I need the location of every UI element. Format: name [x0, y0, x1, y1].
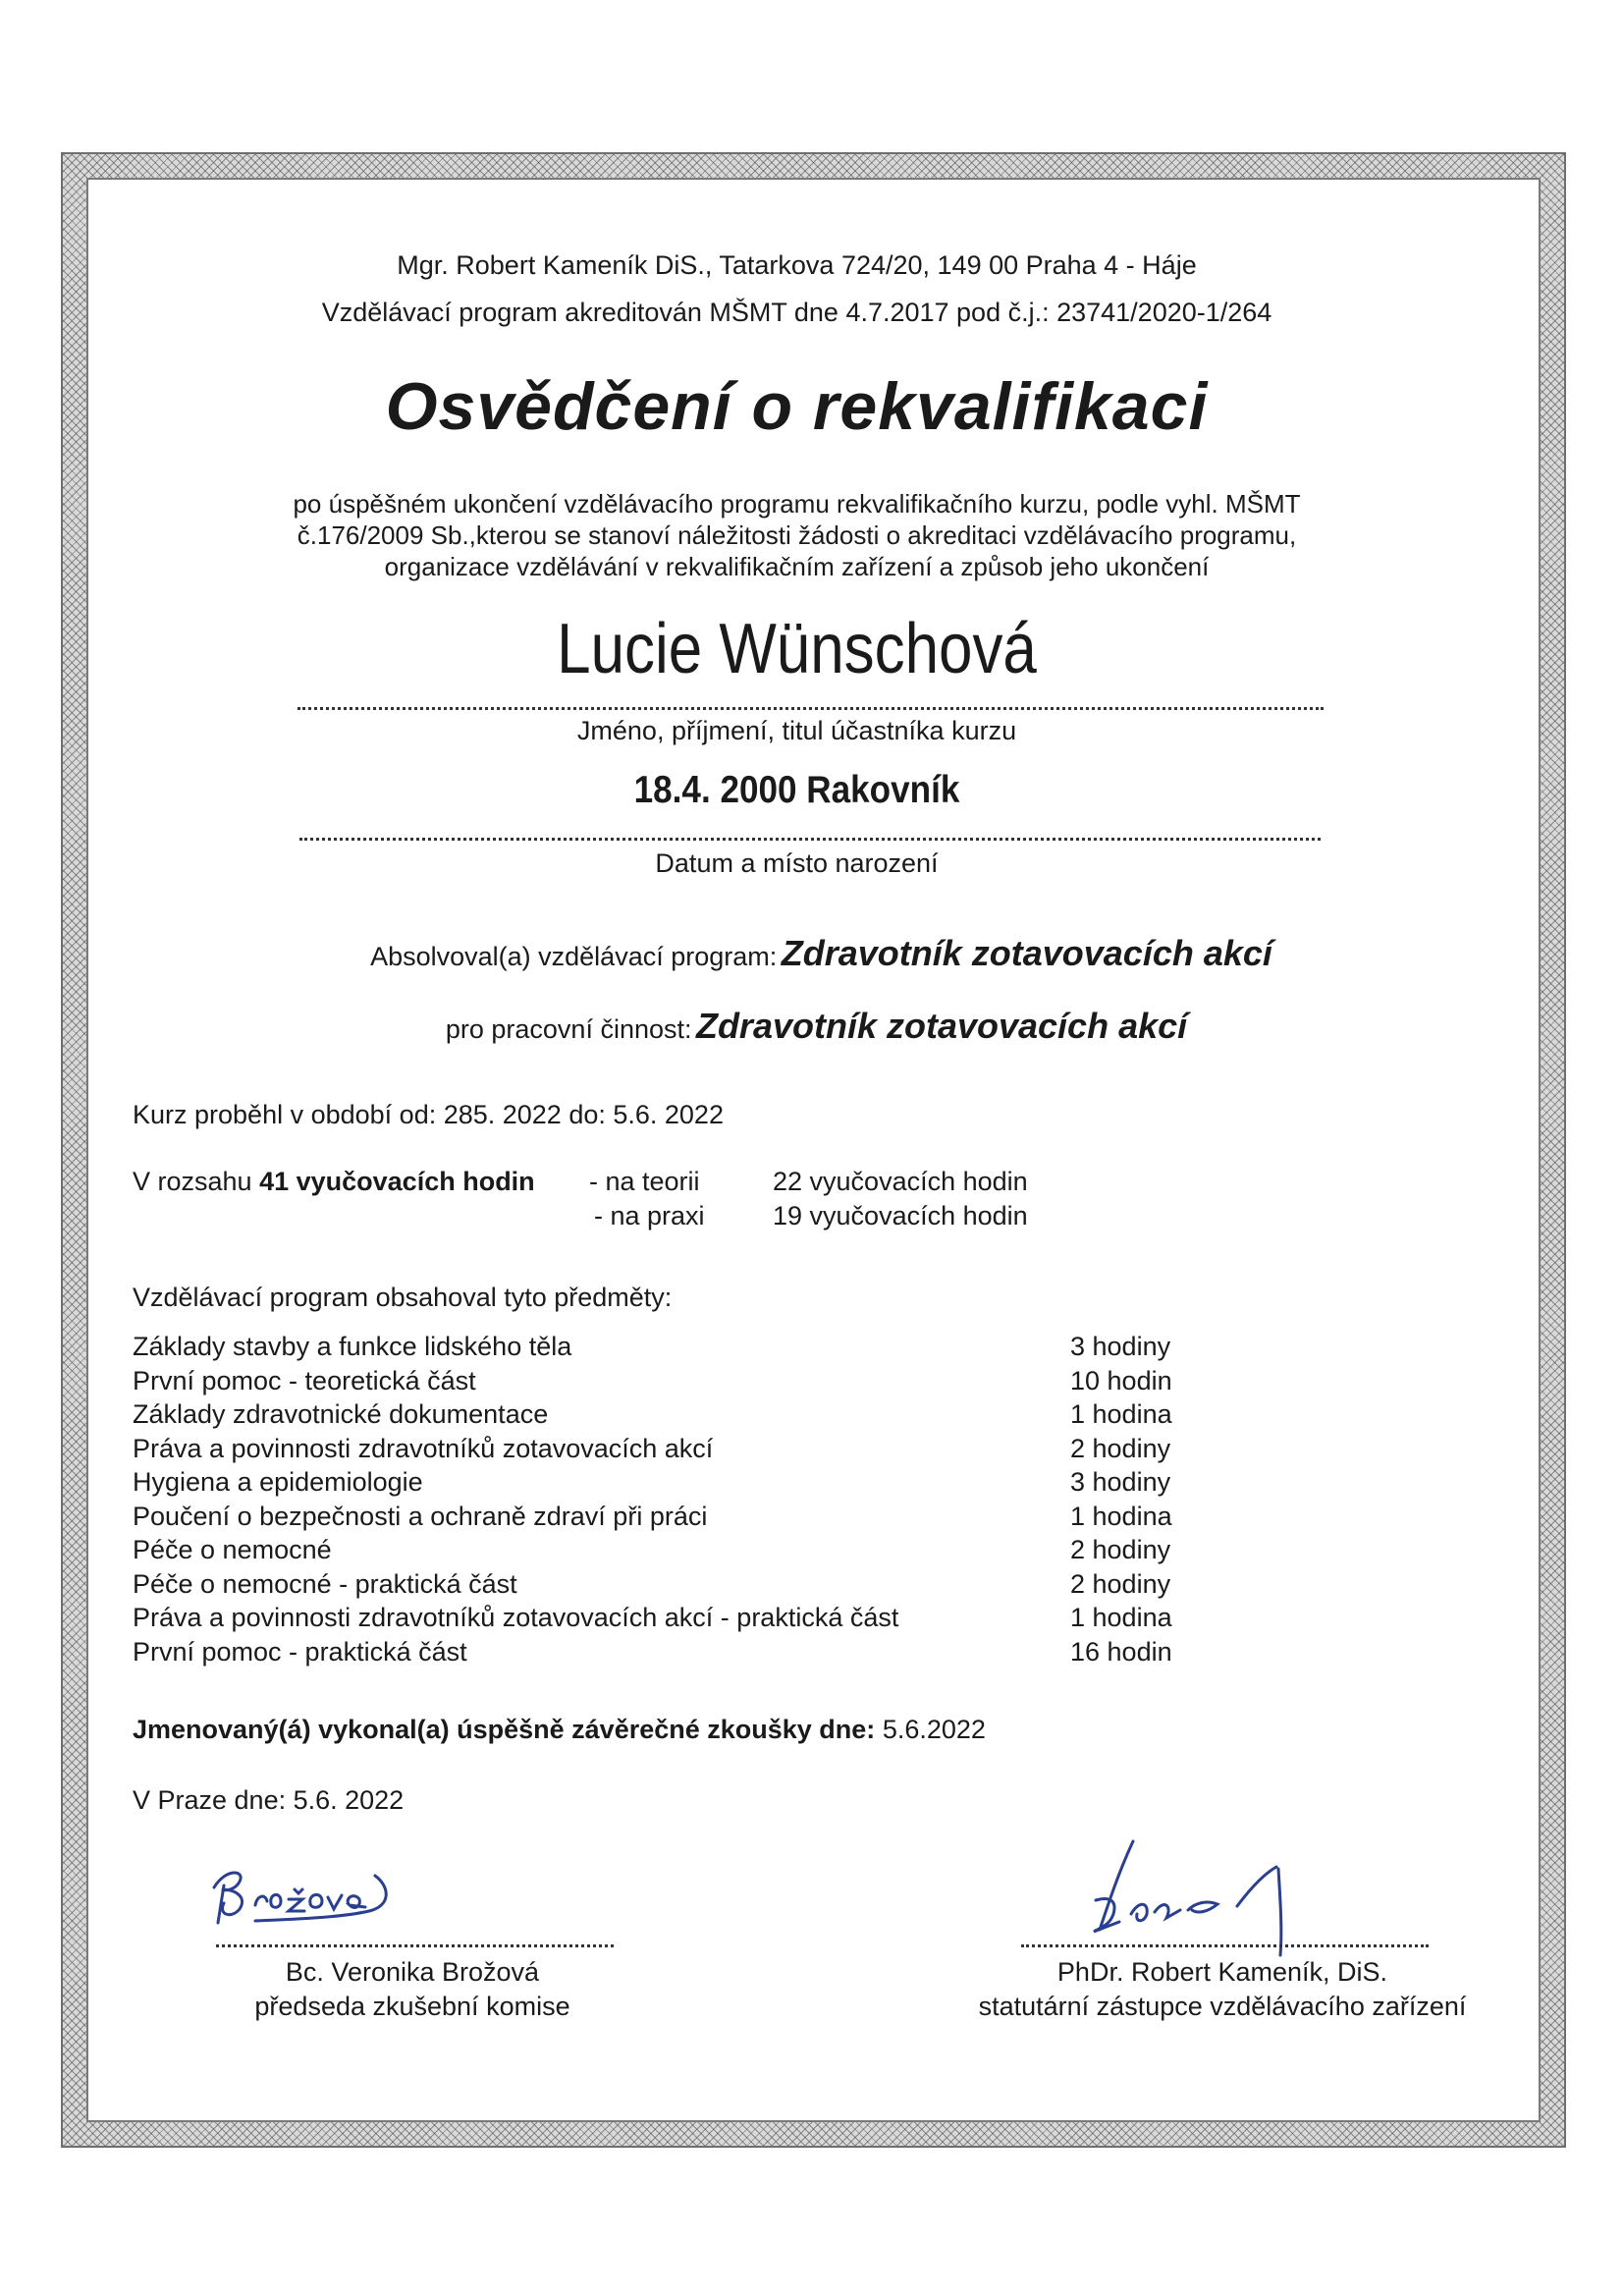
name-dotted-line [298, 707, 1324, 710]
subject-hours: 1 hodina [1070, 1603, 1172, 1632]
practice-label: - na praxi [594, 1201, 705, 1230]
subject-hours: 2 hodiny [1070, 1568, 1171, 1599]
place-date: V Praze dne: 5.6. 2022 [133, 1785, 405, 1815]
signature-right-handwriting [1070, 1831, 1325, 1959]
practice-hours: 19 vyučovacích hodin [773, 1201, 1028, 1230]
course-period: Kurz proběhl v období od: 285. 2022 do: 5.6. 2022 [133, 1100, 724, 1129]
subject-hours: 3 hodiny [1070, 1467, 1171, 1497]
scope-prefix: V rozsahu [133, 1167, 260, 1196]
accreditation-line: Vzdělávací program akreditován MŠMT dne 4.7.2017 pod č.j.: 23741/2020-1/264 [321, 298, 1272, 327]
subject-hours: 3 hodiny [1070, 1332, 1171, 1361]
subject-name: První pomoc - teoretická část [133, 1365, 476, 1395]
activity-line [0, 1006, 1623, 1047]
subject-hours: 1 hodina [1070, 1399, 1172, 1429]
theory-label: - na teorii [589, 1167, 700, 1196]
subject-name: Práva a povinnosti zdravotníků zotavovacích akcí [133, 1433, 714, 1463]
signature-right-role: statutární zástupce vzdělávacího zařízení [978, 1992, 1467, 2021]
activity-value: Zdravotník zotavovacích akcí [695, 1006, 1188, 1046]
program-label: Absolvoval(a) vzdělávací program: [370, 942, 778, 971]
activity-label: pro pracovní činnost: [445, 1014, 692, 1044]
certificate-title: Osvědčení o rekvalifikaci [385, 369, 1209, 444]
signature-left-handwriting [196, 1846, 452, 1935]
subject-name: První pomoc - praktická část [133, 1636, 467, 1667]
certificate-body [86, 178, 1541, 2122]
subject-hours: 2 hodiny [1070, 1433, 1171, 1463]
birth-date-place: 18.4. 2000 Rakovník [633, 769, 960, 811]
exam-date: 5.6.2022 [875, 1715, 986, 1744]
subject-name: Hygiena a epidemiologie [133, 1467, 423, 1497]
participant-name: Lucie Wünschová [557, 610, 1037, 688]
subject-name: Péče o nemocné [133, 1535, 332, 1564]
subject-name: Práva a povinnosti zdravotníků zotavovacích akcí - praktická část [133, 1603, 899, 1632]
subject-name: Péče o nemocné - praktická část [133, 1568, 517, 1599]
course-scope [133, 1167, 535, 1197]
subject-hours: 2 hodiny [1070, 1535, 1171, 1564]
intro-line-3: organizace vzdělávání v rekvalifikačním zařízení a způsob jeho ukončení [384, 552, 1210, 581]
exam-label: Jmenovaný(á) vykonal(a) úspěšně závěrečné zkoušky dne: [133, 1715, 876, 1744]
program-value: Zdravotník zotavovacích akcí [781, 933, 1272, 973]
issuer-address: Mgr. Robert Kameník DiS., Tatarkova 724/20, 149 00 Praha 4 - Háje [397, 250, 1197, 280]
subject-hours: 16 hodin [1070, 1636, 1172, 1667]
exam-line [133, 1715, 986, 1745]
subject-name: Poučení o bezpečnosti a ochraně zdraví při práci [133, 1501, 708, 1531]
intro-line-2: č.176/2009 Sb.,kterou se stanoví náležitosti žádosti o akreditaci vzdělávacího programu, [297, 520, 1297, 550]
name-caption: Jméno, příjmení, titul účastníka kurzu [576, 716, 1017, 745]
signature-left-name: Bc. Veronika Brožová [285, 1957, 540, 1987]
subject-hours: 1 hodina [1070, 1501, 1172, 1531]
subject-name: Základy zdravotnické dokumentace [133, 1399, 549, 1429]
program-line [0, 933, 1623, 974]
signature-left-role: předseda zkušební komise [254, 1992, 570, 2021]
subjects-heading: Vzdělávací program obsahoval tyto předměty: [133, 1283, 673, 1312]
signature-left-line [216, 1944, 614, 1947]
signature-right-line [1021, 1944, 1429, 1947]
subject-hours: 10 hodin [1070, 1365, 1172, 1395]
subject-name: Základy stavby a funkce lidského těla [133, 1332, 572, 1361]
signature-right-name: PhDr. Robert Kameník, DiS. [1056, 1957, 1388, 1987]
theory-hours: 22 vyučovacích hodin [773, 1167, 1028, 1196]
scope-hours: 41 vyučovacích hodin [259, 1167, 535, 1196]
birth-caption: Datum a místo narození [655, 848, 939, 878]
intro-line-1: po úspěšném ukončení vzdělávacího programu rekvalifikačního kurzu, podle vyhl. MŠMT [293, 489, 1301, 519]
birth-dotted-line [299, 838, 1321, 841]
